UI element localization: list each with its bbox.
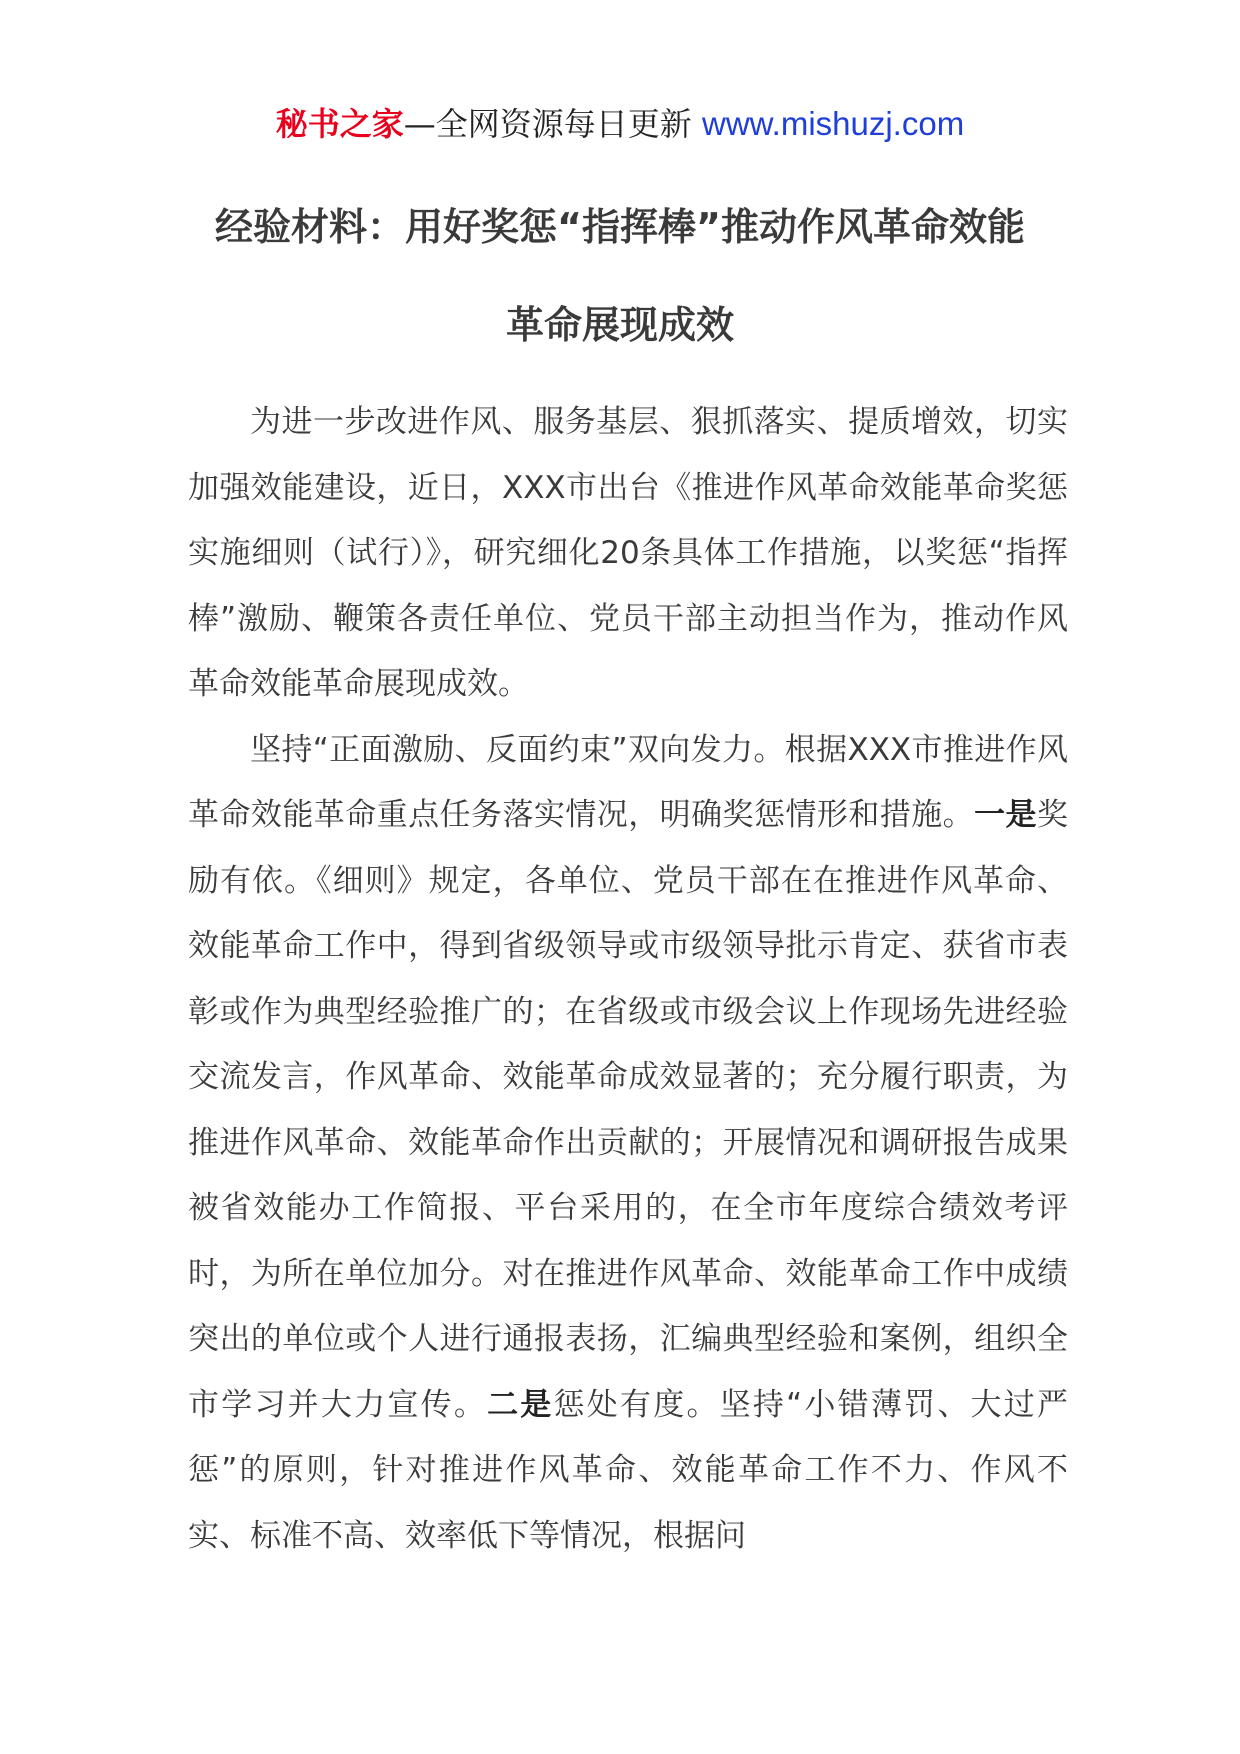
site-brand: 秘书之家 xyxy=(275,105,404,143)
paragraph-measures xyxy=(188,718,1068,1570)
paragraph-intro: 为进一步改进作风、服务基层、狠抓落实、提质增效，切实加强效能建设，近日，XXX市出台《推进作风革命效能革命奖惩实施细则（试行）》，研究细化20条具体工作措施，以奖惩“指挥棒”激励、鞭策各责任单位、党员干部主动担当作为，推动作风革命效能革命展现成效。 xyxy=(188,404,1068,702)
site-header xyxy=(0,100,1240,148)
document-title-line-1: 经验材料：用好奖惩“指挥棒”推动作风革命效能 xyxy=(215,205,1025,249)
paragraph-text: 惩处有度。坚持“小错薄罚、大过严惩”的原则，针对推进作风革命、效能革命工作不力、作风不实、标准不高、效率低下等情况，根据问 xyxy=(188,1386,1069,1554)
document-title-line-2: 革命展现成效 xyxy=(505,303,734,347)
site-tagline: —全网资源每日更新 xyxy=(403,105,692,143)
site-url-link[interactable]: www.mishuzj.com xyxy=(701,105,965,142)
paragraph-text: 奖励有依。《细则》规定，各单位、党员干部在在推进作风革命、效能革命工作中，得到省级领导或市级领导批示肯定、获省市表彰或作为典型经验推广的；在省级或市级会议上作现场先进经验交流发言，作风革命、效能革命成效显著的；充分履行职责，为推进作风革命、效能革命作出贡献的；开展情况和调研报告成果被省效能办工作简报、平台采用的，在全市年度综合绩效考评时，为所在单位加分。对在推进作风革命、效能革命工作中成绩突出的单位或个人进行通报表扬，汇编典型经验和案例，组织全市学习并大力宣传。 xyxy=(188,797,1068,1423)
paragraph-text: 坚持“正面激励、反面约束”双向发力。根据XXX市推进作风革命效能革命重点任务落实情况，明确奖惩情形和措施。 xyxy=(188,731,1068,833)
point-marker-2: 二是 xyxy=(487,1386,554,1423)
point-marker-1: 一是 xyxy=(974,797,1037,833)
document-body xyxy=(188,390,1068,1569)
